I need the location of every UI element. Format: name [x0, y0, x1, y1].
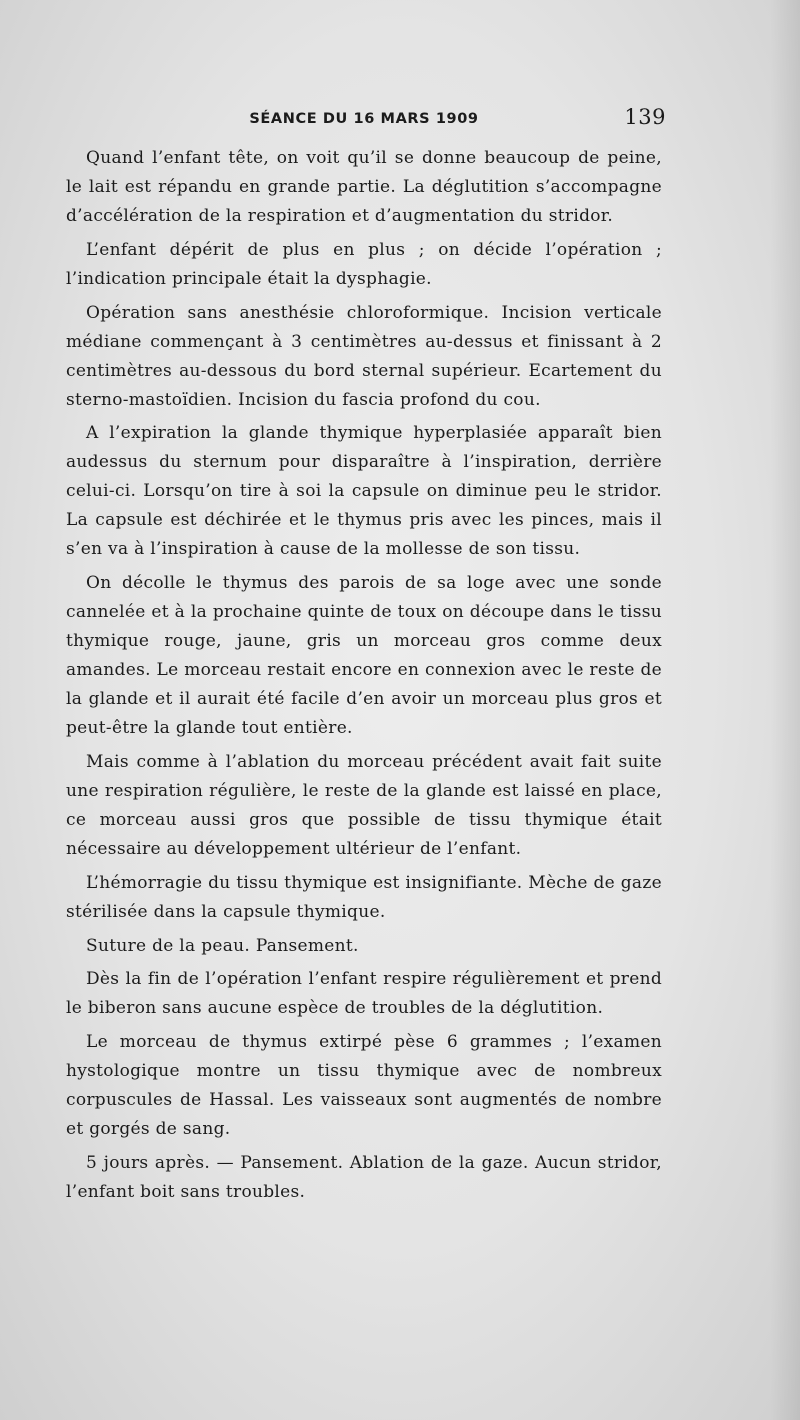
- paragraph: Suture de la peau. Pansement.: [86, 935, 359, 956]
- paragraph: L’enfant dépérit de plus en plus ; on décide l’opération ; l’indication principale était la dysphagie.: [66, 239, 662, 289]
- page-edge-shadow: [770, 0, 800, 1420]
- paragraph: 5 jours après. — Pansement. Ablation de la gaze. Aucun stridor, l’enfant boit sans troubles.: [66, 1152, 662, 1202]
- paragraph: Mais comme à l’ablation du morceau précédent avait fait suite une respiration régulière, le reste de la glande est laissé en place, ce morceau aussi gros que possible de tissu thymique était nécessaire au développement ultérieur de l’enfant.: [66, 751, 662, 859]
- page-header: [66, 105, 666, 135]
- paragraph: Quand l’enfant tête, on voit qu’il se donne beaucoup de peine, le lait est répandu en grande partie. La déglutition s’accompagne d’accélération de la respiration et d’augmentation du stridor.: [66, 148, 662, 226]
- paragraph: On décolle le thymus des parois de sa loge avec une sonde cannelée et à la prochaine quinte de toux on découpe dans le tissu thymique rouge, jaune, gris un morceau gros comme deux amandes. Le morceau restait encore en connexion avec le reste de la glande et il aurait été facile d’en avoir un morceau plus gros et peut-être la glande tout entière.: [66, 573, 662, 739]
- paragraph: Le morceau de thymus extirpé pèse 6 grammes ; l’examen hystologique montre un tissu thymique avec de nombreux corpuscules de Hassal. Les vaisseaux sont augmentés de nombre et gorgés de sang.: [66, 1032, 662, 1140]
- page-number: 139: [624, 105, 666, 129]
- body-text: [66, 144, 662, 1212]
- running-head: SÉANCE DU 16 MARS 1909: [249, 111, 479, 127]
- paragraph: L’hémorragie du tissu thymique est insignifiante. Mèche de gaze stérilisée dans la capsule thymique.: [66, 872, 662, 922]
- paragraph: Dès la fin de l’opération l’enfant respire régulièrement et prend le biberon sans aucune espèce de troubles de la déglutition.: [66, 969, 662, 1019]
- paragraph: Opération sans anesthésie chloroformique. Incision verticale médiane commençant à 3 centimètres au-dessus et finissant à 2 centimètres au-dessous du bord sternal supérieur. Ecartement du sterno-mastoïdien. Incision du fascia profond du cou.: [66, 302, 662, 410]
- paragraph: A l’expiration la glande thymique hyperplasiée apparaît bien audessus du sternum pour disparaître à l’inspiration, derrière celui-ci. Lorsqu’on tire à soi la capsule on diminue peu le stridor. La capsule est déchirée et le thymus pris avec les pinces, mais il s’en va à l’inspiration à cause de la mollesse de son tissu.: [66, 423, 662, 560]
